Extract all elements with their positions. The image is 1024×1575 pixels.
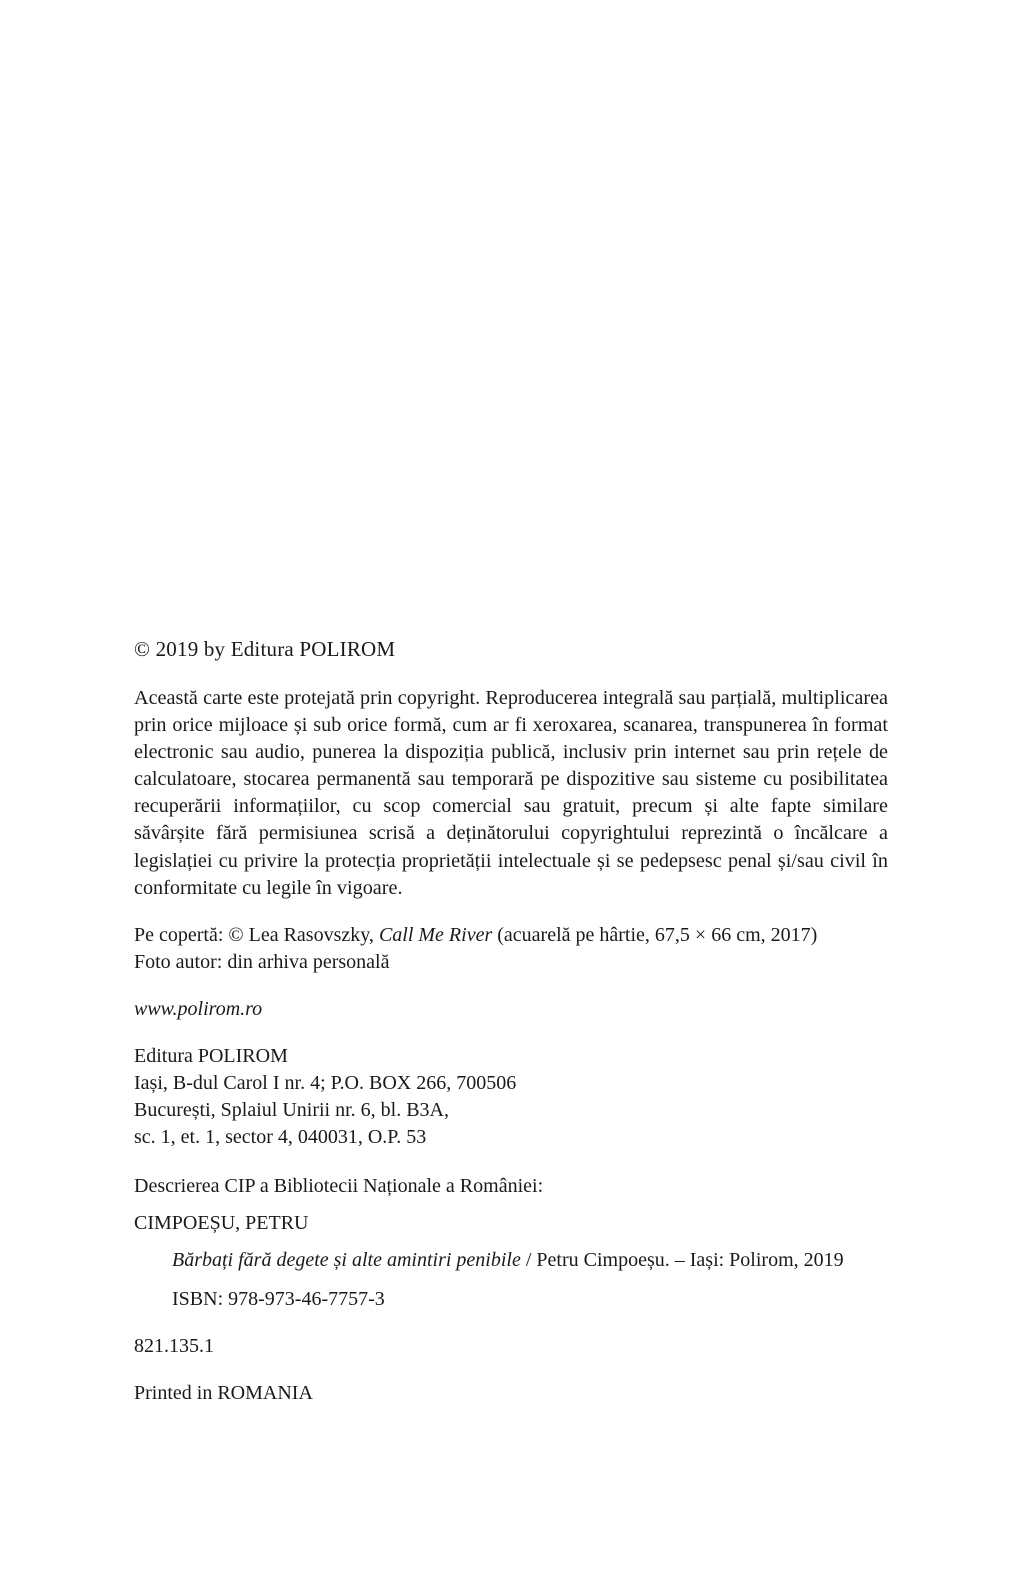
cover-credit <box>134 922 888 949</box>
copyright-page <box>134 636 888 1407</box>
cip-book-publication: / Petru Cimpoeșu. – Iași: Polirom, 2019 <box>520 1248 844 1271</box>
address-line: sc. 1, et. 1, sector 4, 040031, O.P. 53 <box>134 1125 427 1148</box>
legal-notice: Această carte este protejată prin copyright. Reproducerea integrală sau parțială, multiplicarea prin orice mijloace și sub orice formă, cum ar fi xeroxarea, scanarea, transpunerea în format electronic sau audio, punerea la dispoziția publică, inclusiv prin internet sau prin rețele de calculatoare, stocarea permanentă sau temporară pe dispozitive sau sisteme cu posibilitatea recuperării informațiilor, cu scop comercial sau gratuit, precum și alte fapte similare săvârșite fără permisiunea scrisă a deținătorului copyrightului reprezintă o încălcare a legislației cu privire la protecția proprietății intelectuale și se pedepsesc penal și/sau civil în conformitate cu legile în vigoare. <box>134 687 888 899</box>
photo-credit: Foto autor: din arhiva personală <box>134 950 390 973</box>
cip-isbn: ISBN: 978-973-46-7757-3 <box>172 1287 385 1310</box>
cip-cdu: 821.135.1 <box>134 1334 214 1357</box>
cip-book-description <box>134 1247 888 1274</box>
publisher-address <box>134 1043 888 1151</box>
cip-heading: Descrierea CIP a Bibliotecii Naționale a României: <box>134 1174 544 1197</box>
cover-credit-suffix: (acuarelă pe hârtie, 67,5 × 66 cm, 2017) <box>492 923 818 946</box>
cip-book-title: Bărbați fără degete și alte amintiri penibile <box>172 1248 521 1271</box>
credits-block <box>134 922 888 976</box>
address-line: București, Splaiul Unirii nr. 6, bl. B3A, <box>134 1098 449 1121</box>
publisher-name: Editura POLIROM <box>134 1044 288 1067</box>
cover-artwork-title: Call Me River <box>378 923 493 946</box>
website-link: www.polirom.ro <box>134 997 263 1020</box>
printed-in: Printed in ROMANIA <box>134 1381 313 1404</box>
cip-author: CIMPOEȘU, PETRU <box>134 1211 309 1234</box>
address-line: Iași, B-dul Carol I nr. 4; P.O. BOX 266, 700506 <box>134 1071 517 1094</box>
copyright-notice: © 2019 by Editura POLIROM <box>134 637 396 661</box>
cover-credit-prefix: Pe copertă: © Lea Rasovszky, <box>134 923 379 946</box>
